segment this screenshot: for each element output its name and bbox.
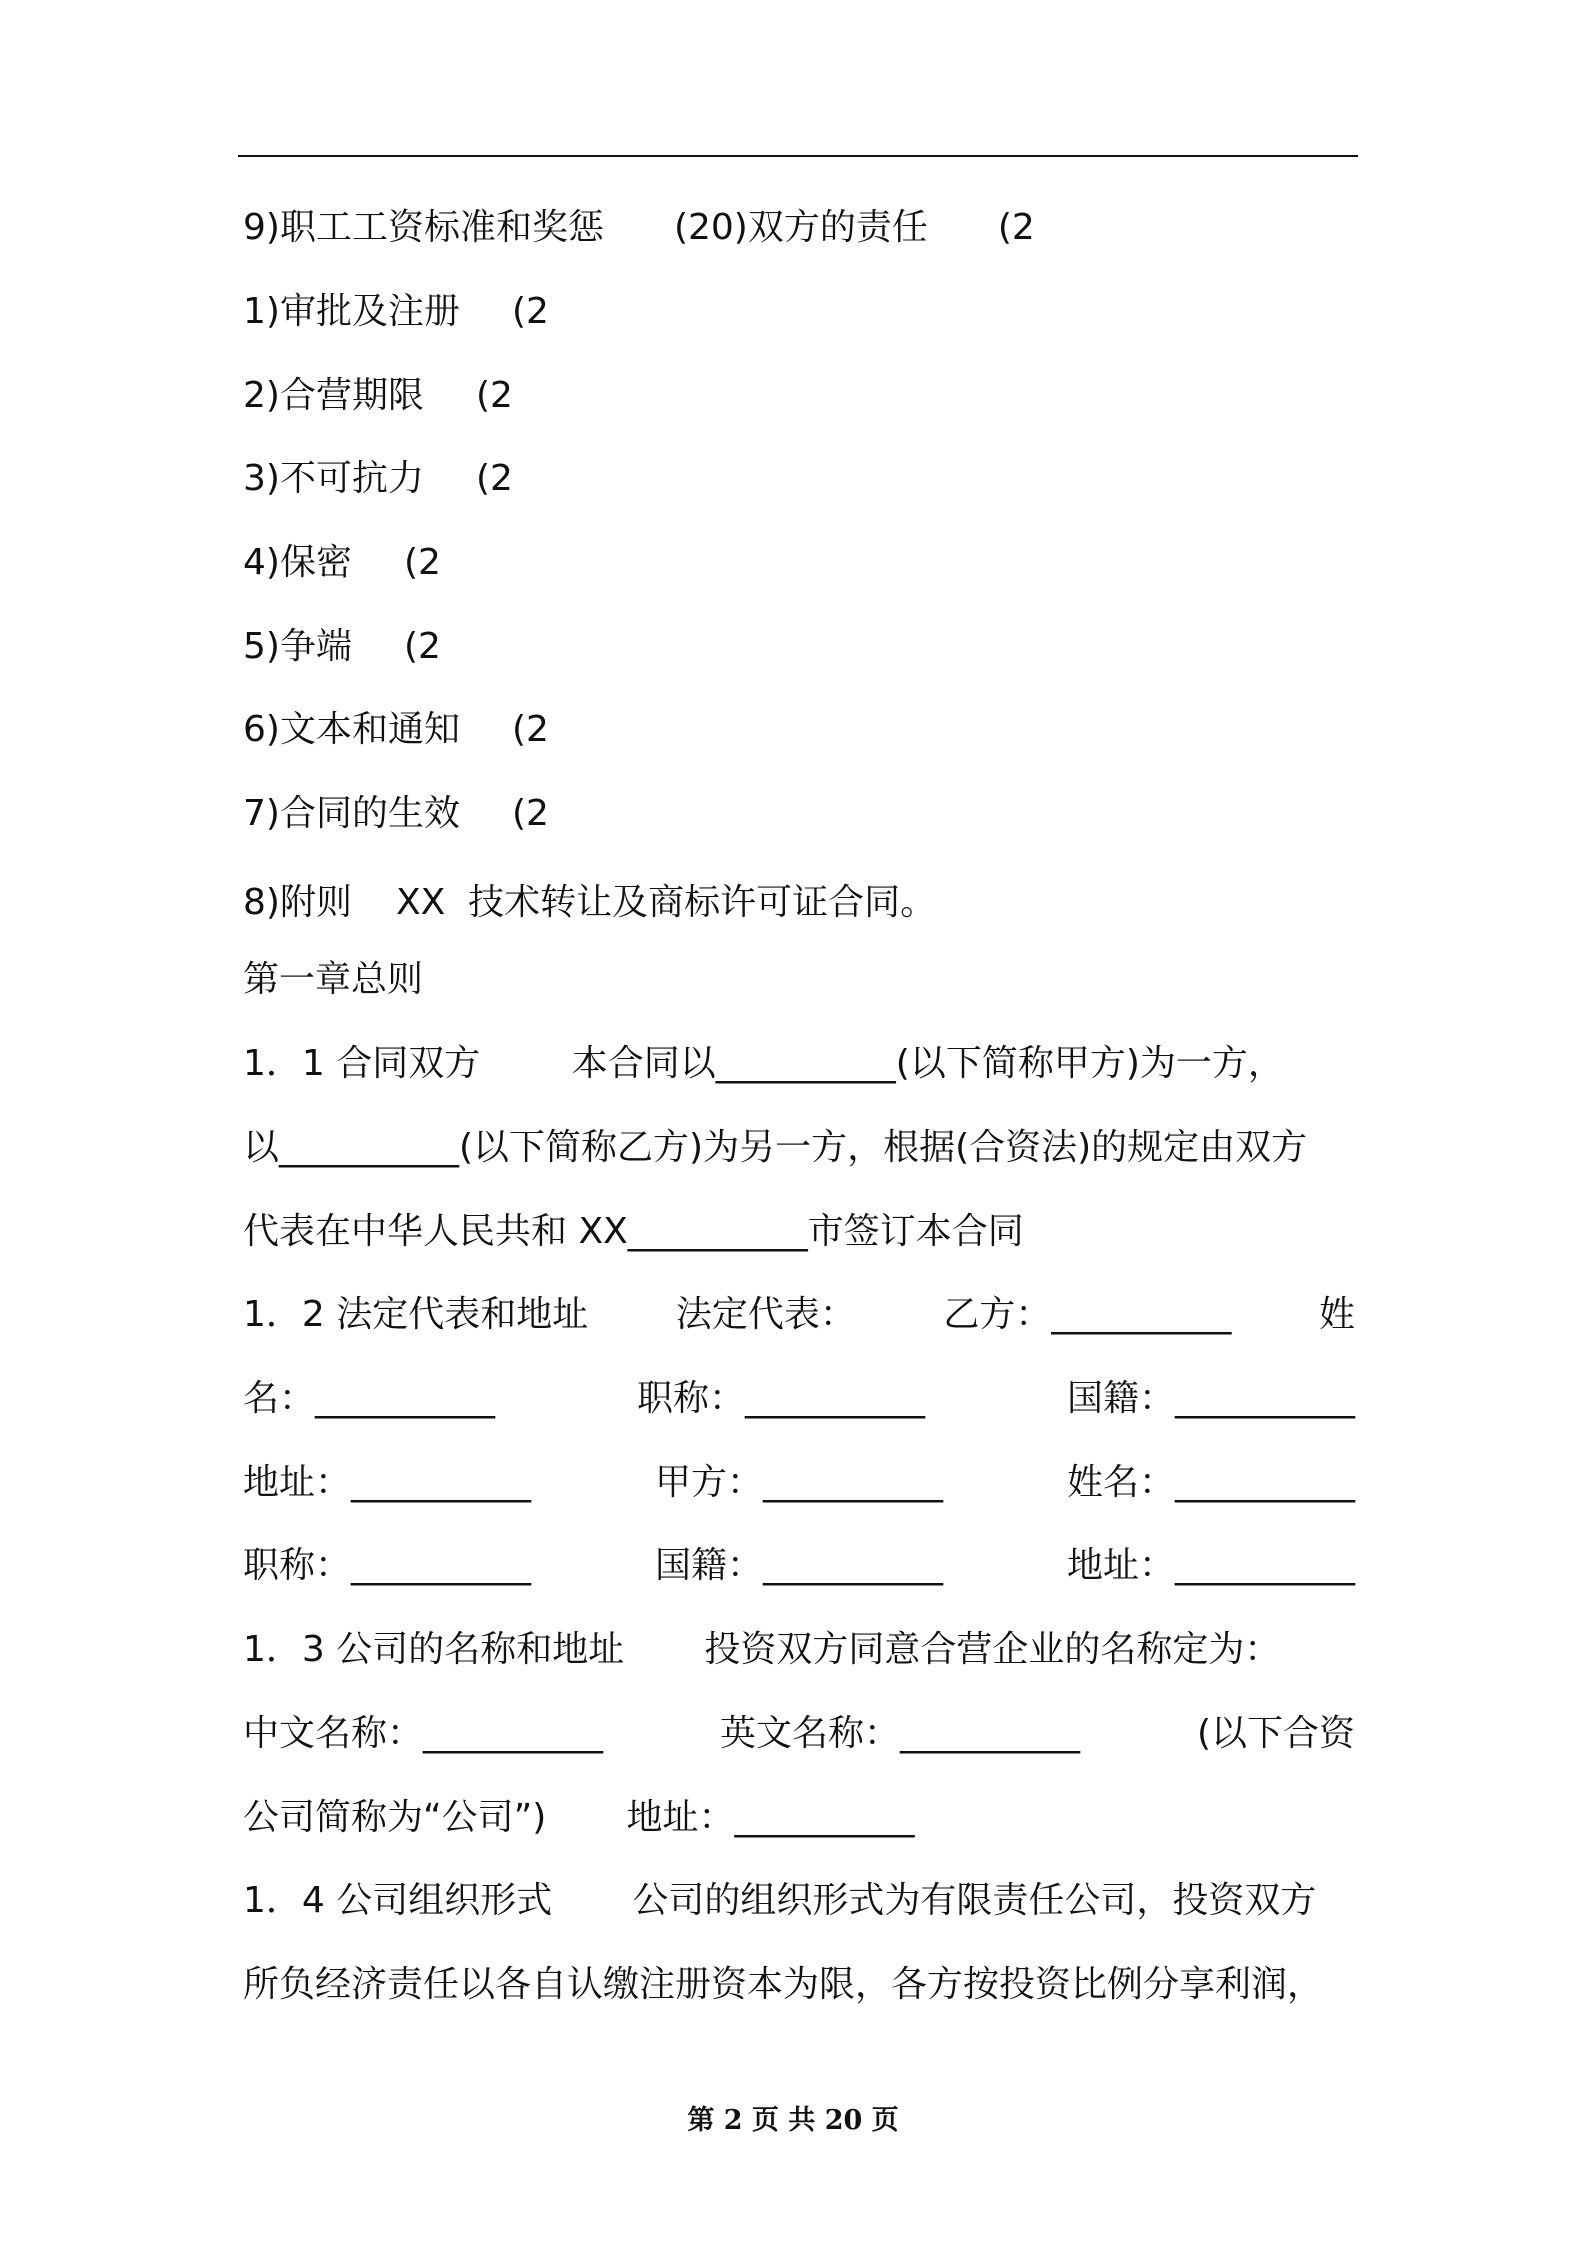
field-blank: 姓名：__________: [1066, 1462, 1355, 1503]
field-blank: 职称：__________: [243, 1545, 532, 1586]
field-blank: 乙方：__________: [943, 1294, 1232, 1335]
clause-1-4-line-2: 所负经济责任以各自认缴注册资本为限，各方按投资比例分享利润，: [243, 1964, 1324, 2005]
toc-item-8: [243, 882, 937, 923]
toc-page: (2: [475, 375, 513, 416]
toc-page: (2: [475, 458, 513, 499]
toc-page: (2: [511, 793, 549, 834]
field-label: 姓: [1318, 1294, 1355, 1335]
toc-label: 4)保密: [243, 542, 352, 583]
toc-item-7: [243, 793, 549, 834]
page-footer: 第 2 页 共 20 页: [687, 2105, 899, 2136]
clause-1-1-line-2: 以__________(以下简称乙方)为另一方，根据(合资法)的规定由双方: [243, 1127, 1308, 1168]
toc-item-4: [243, 542, 441, 583]
field-blank: 中文名称：__________: [243, 1713, 604, 1754]
clause-1-2-line-2: [243, 1378, 1355, 1419]
field-blank: 国籍：__________: [654, 1545, 943, 1586]
field-blank: 国籍：__________: [1066, 1378, 1355, 1419]
clause-1-2-line-4: [243, 1545, 1355, 1586]
toc-label: 2)合营期限: [243, 375, 424, 416]
toc-page: (2: [511, 709, 549, 750]
contract-title: XX 技术转让及商标许可证合同。: [395, 882, 937, 923]
field-label: 法定代表：: [675, 1294, 856, 1335]
clause-1-3-line-3: 公司简称为“公司”) 地址：__________: [243, 1797, 915, 1838]
field-blank: 地址：__________: [243, 1462, 532, 1503]
toc-item-3: [243, 458, 513, 499]
clause-1-1-line-1: 1．1 合同双方 本合同以__________(以下简称甲方)为一方，: [243, 1043, 1284, 1084]
clause-1-3-line-1: 1．3 公司的名称和地址 投资双方同意合营企业的名称定为：: [243, 1629, 1281, 1670]
header-rule: [238, 155, 1358, 157]
toc-label: 7)合同的生效: [243, 793, 460, 834]
toc-label: 9)职工工资标准和奖惩: [243, 207, 604, 248]
toc-item-6: [243, 709, 549, 750]
clause-1-2-line-3: [243, 1462, 1355, 1503]
toc-label: 8)附则: [243, 882, 352, 923]
toc-label: 5)争端: [243, 626, 352, 667]
toc-page: (2: [403, 542, 441, 583]
toc-item-2: [243, 375, 513, 416]
toc-item-9: [243, 207, 1035, 248]
toc-item-5: [243, 626, 441, 667]
clause-heading: 1．2 法定代表和地址: [243, 1294, 589, 1335]
clause-1-1-line-3: 代表在中华人民共和 XX__________市签订本合同: [243, 1211, 1024, 1252]
toc-page: (2: [403, 626, 441, 667]
toc-page: (2: [511, 291, 549, 332]
field-blank: 名：__________: [243, 1378, 496, 1419]
field-blank: 甲方：__________: [654, 1462, 943, 1503]
toc-page: (2: [997, 207, 1035, 248]
field-blank: 地址：__________: [1066, 1545, 1355, 1586]
toc-item-1: [243, 291, 549, 332]
field-blank: 职称：__________: [636, 1378, 925, 1419]
toc-label: 3)不可抗力: [243, 458, 424, 499]
toc-label: 6)文本和通知: [243, 709, 460, 750]
field-blank: 英文名称：__________: [719, 1713, 1080, 1754]
chapter-title: 第一章总则: [243, 959, 424, 1000]
clause-1-3-line-2: [243, 1713, 1355, 1754]
clause-1-2-line-1: [243, 1294, 1355, 1335]
toc-label: (20)双方的责任: [673, 207, 928, 248]
clause-1-4-line-1: 1．4 公司组织形式 公司的组织形式为有限责任公司，投资双方: [243, 1880, 1317, 1921]
field-label: (以下合资: [1196, 1713, 1355, 1754]
toc-label: 1)审批及注册: [243, 291, 460, 332]
